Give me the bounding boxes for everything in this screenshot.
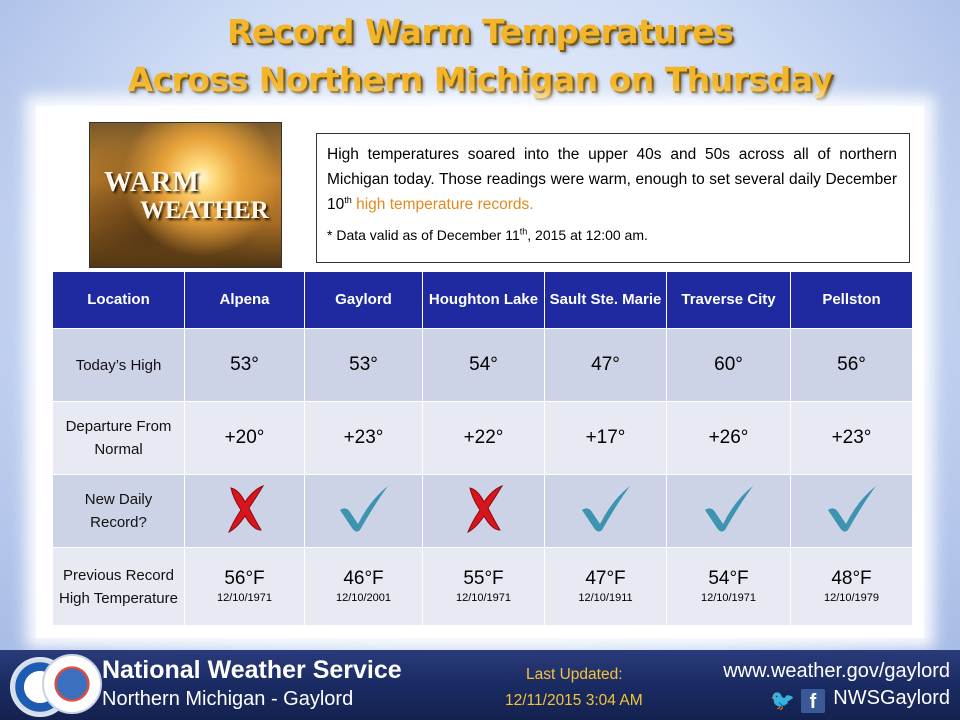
x-mark-icon bbox=[456, 482, 512, 534]
facebook-icon[interactable]: f bbox=[801, 689, 825, 713]
info-text-highlight: high temperature records. bbox=[356, 196, 534, 213]
org-name: National Weather Service bbox=[102, 656, 402, 684]
record-status-cell bbox=[667, 475, 791, 548]
row-label: New Daily Record? bbox=[53, 475, 185, 548]
record-status-cell bbox=[305, 475, 423, 548]
table-cell: +23° bbox=[791, 402, 913, 475]
header-location: Location bbox=[53, 272, 185, 329]
table-cell bbox=[423, 548, 545, 626]
table-cell: 47° bbox=[545, 329, 667, 402]
info-box bbox=[316, 133, 910, 263]
record-temp: 54°F bbox=[708, 567, 749, 589]
table-cell bbox=[305, 548, 423, 626]
image-word-warm: WARM bbox=[104, 167, 200, 198]
info-text-sup: th bbox=[344, 194, 352, 205]
table-cell: 54° bbox=[423, 329, 545, 402]
updated-label: Last Updated: bbox=[526, 666, 623, 683]
header-houghton-lake: Houghton Lake bbox=[423, 272, 545, 329]
image-word-weather: WEATHER bbox=[140, 197, 269, 224]
updated-value: 12/11/2015 3:04 AM bbox=[505, 692, 643, 709]
checkmark-icon bbox=[701, 482, 757, 534]
info-text bbox=[327, 142, 897, 217]
header-alpena: Alpena bbox=[185, 272, 305, 329]
record-temp: 47°F bbox=[585, 567, 626, 589]
table-row-previous-record bbox=[53, 548, 913, 626]
note-part-a: * Data valid as of December 11 bbox=[327, 227, 520, 243]
title-line-2: Across Northern Michigan on Thursday bbox=[127, 60, 833, 99]
warm-weather-image bbox=[89, 122, 282, 268]
table-cell: +26° bbox=[667, 402, 791, 475]
table-cell: +23° bbox=[305, 402, 423, 475]
table-cell: 53° bbox=[185, 329, 305, 402]
record-temp: 46°F bbox=[343, 567, 384, 589]
header-pellston: Pellston bbox=[791, 272, 913, 329]
nws-logo-icon bbox=[42, 654, 102, 714]
office-name: Northern Michigan - Gaylord bbox=[102, 688, 354, 710]
table-cell bbox=[545, 548, 667, 626]
row-label: Today’s High bbox=[53, 329, 185, 402]
table-row-new-record bbox=[53, 475, 913, 548]
header-gaylord: Gaylord bbox=[305, 272, 423, 329]
checkmark-icon bbox=[336, 482, 392, 534]
record-temp: 56°F bbox=[224, 567, 265, 589]
record-temp: 48°F bbox=[831, 567, 872, 589]
table-row-departure bbox=[53, 402, 913, 475]
table-cell: 53° bbox=[305, 329, 423, 402]
record-date: 12/10/1971 bbox=[700, 591, 757, 604]
record-date: 12/10/1911 bbox=[578, 591, 633, 604]
table-cell bbox=[185, 548, 305, 626]
row-label: Departure From Normal bbox=[53, 402, 185, 475]
twitter-icon[interactable]: 🐦 bbox=[770, 690, 795, 712]
table-row-todays-high bbox=[53, 329, 913, 402]
table-cell: +20° bbox=[185, 402, 305, 475]
table-header-row bbox=[53, 272, 913, 329]
record-status-cell bbox=[185, 475, 305, 548]
table-cell: 60° bbox=[667, 329, 791, 402]
records-table bbox=[52, 271, 913, 626]
table-cell: 56° bbox=[791, 329, 913, 402]
note-part-b: , 2015 at 12:00 am. bbox=[527, 227, 648, 243]
record-status-cell bbox=[423, 475, 545, 548]
checkmark-icon bbox=[824, 482, 880, 534]
title-line-1: Record Warm Temperatures bbox=[226, 12, 734, 51]
record-temp: 55°F bbox=[463, 567, 504, 589]
note-sup: th bbox=[519, 226, 528, 237]
header-traverse-city: Traverse City bbox=[667, 272, 791, 329]
website-link[interactable]: www.weather.gov/gaylord bbox=[723, 660, 950, 682]
record-date: 12/10/1979 bbox=[823, 591, 880, 604]
row-label: Previous Record High Temperature bbox=[53, 548, 185, 626]
record-status-cell bbox=[545, 475, 667, 548]
table-cell bbox=[667, 548, 791, 626]
header-sault-ste-marie: Sault Ste. Marie bbox=[545, 272, 667, 329]
table-cell: +17° bbox=[545, 402, 667, 475]
table-cell bbox=[791, 548, 913, 626]
record-status-cell bbox=[791, 475, 913, 548]
data-valid-note bbox=[327, 223, 897, 248]
checkmark-icon bbox=[578, 482, 634, 534]
table-cell: +22° bbox=[423, 402, 545, 475]
x-mark-icon bbox=[217, 482, 273, 534]
record-date: 12/10/1971 bbox=[216, 591, 273, 604]
info-text-main: High temperatures soared into the upper 40s and 50s across all of northern Michigan today. Those readings were warm, enough to set several daily December 10 bbox=[327, 146, 897, 213]
record-date: 12/10/2001 bbox=[335, 591, 392, 604]
social-handle[interactable]: NWSGaylord bbox=[833, 687, 950, 709]
record-date: 12/10/1971 bbox=[455, 591, 512, 604]
